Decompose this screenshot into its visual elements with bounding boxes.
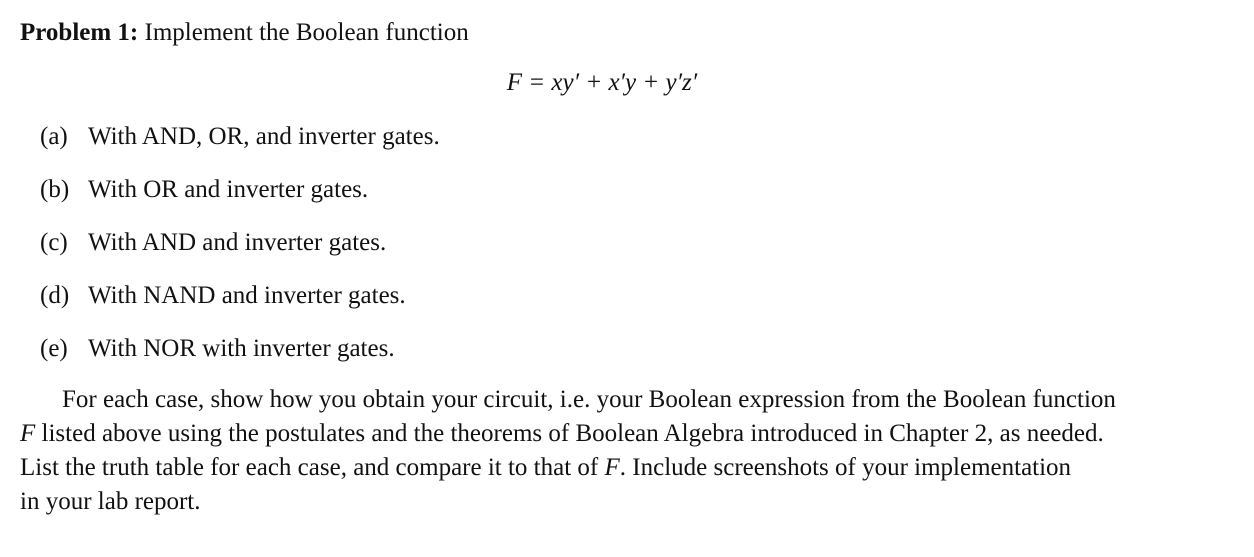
part-b-text: With OR and inverter gates. bbox=[88, 176, 369, 203]
instructions-line-2-text: listed above using the postulates and the theorems of Boolean Algebra introduced in Chapter 2, as needed. bbox=[35, 420, 1104, 447]
boolean-equation bbox=[0, 64, 1204, 102]
part-a-label: (a) bbox=[40, 123, 68, 150]
problem-heading bbox=[20, 16, 469, 50]
problem-label: Problem 1: bbox=[20, 19, 139, 46]
part-d-text: With NAND and inverter gates. bbox=[88, 282, 406, 309]
problem-intro: Implement the Boolean function bbox=[144, 19, 469, 46]
list-item bbox=[0, 278, 1254, 331]
list-item bbox=[0, 225, 1254, 278]
function-variable: F bbox=[20, 420, 36, 447]
instructions-paragraph bbox=[20, 383, 1210, 519]
part-c-text: With AND and inverter gates. bbox=[88, 229, 387, 256]
part-b-label: (b) bbox=[40, 176, 70, 203]
instructions-line-1: For each case, show how you obtain your circuit, i.e. your Boolean expression from the Boolean function bbox=[62, 386, 1116, 413]
part-a-text: With AND, OR, and inverter gates. bbox=[88, 123, 440, 150]
part-e-label: (e) bbox=[40, 335, 68, 362]
instructions-line-3 bbox=[20, 451, 1210, 485]
function-variable: F bbox=[604, 454, 620, 481]
instructions-line-3-pre: List the truth table for each case, and compare it to that of bbox=[20, 454, 605, 481]
list-item bbox=[0, 331, 1254, 384]
list-item bbox=[0, 119, 1254, 172]
part-c-label: (c) bbox=[40, 229, 68, 256]
parts-list bbox=[0, 119, 1254, 384]
part-d-label: (d) bbox=[40, 282, 70, 309]
equation-text: F = xy′ + x′y + y′z′ bbox=[506, 69, 698, 96]
instructions-line-2 bbox=[20, 417, 1210, 451]
list-item bbox=[0, 172, 1254, 225]
instructions-line-4: in your lab report. bbox=[20, 488, 201, 515]
part-e-text: With NOR with inverter gates. bbox=[88, 335, 395, 362]
instructions-line-3-post: . Include screenshots of your implementation bbox=[619, 454, 1072, 481]
